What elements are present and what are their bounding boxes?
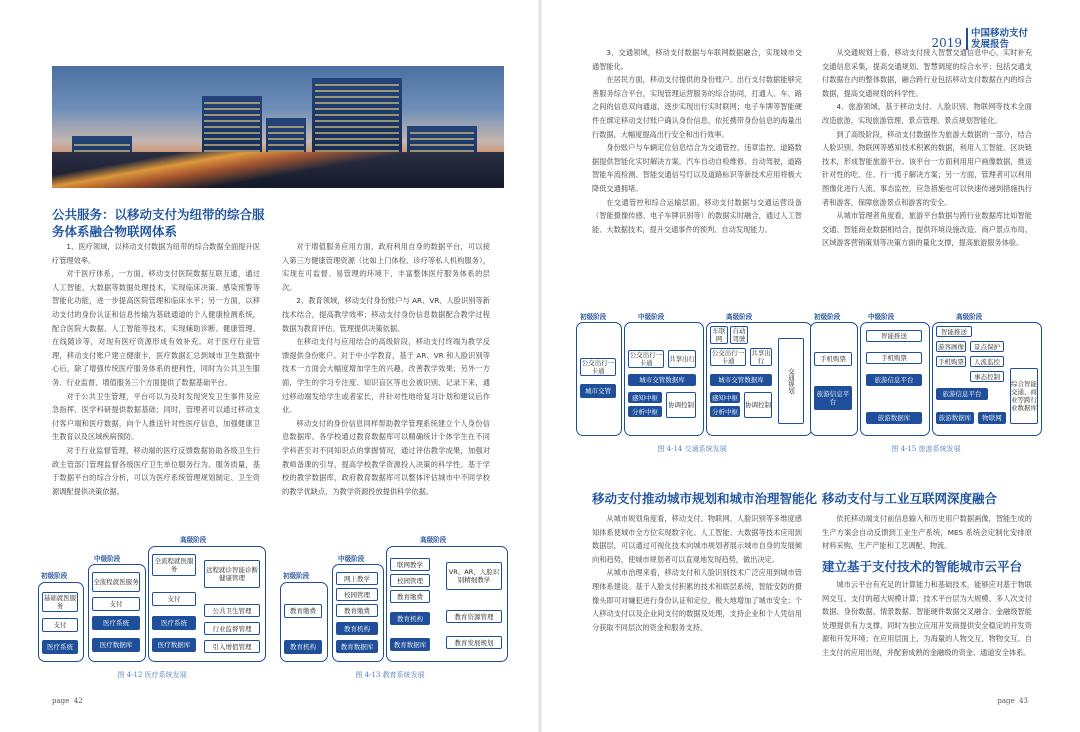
box: 校园管理 xyxy=(336,588,378,601)
box: 共享出行 xyxy=(751,349,771,365)
box: 支付 xyxy=(92,597,140,611)
stage-label: 中级阶段 xyxy=(638,313,665,321)
box: 智能推送 xyxy=(936,326,972,337)
industrial-internet-body xyxy=(822,512,1032,553)
paragraph: 3、交通领域，移动支付数据与车联网数据融合，实现城市交通智能化。 xyxy=(592,48,802,71)
box: 医疗系统 xyxy=(42,640,78,654)
box: 协调控制 xyxy=(666,392,696,418)
box: 教育机构 xyxy=(336,622,378,635)
box: 医疗系统 xyxy=(152,616,196,630)
paragraph: 身份账户与车辆定位信息结合为交通管控、违章监控、道路数据提供智能化实时解决方案。汽车自动自检维修、自动驾驶，道路智能车流检测、智能交通信号灯以及道路标识等新技术应用将极大降低交通拥堵。 xyxy=(592,143,802,193)
box: 远程就诊智能诊断健康管理 xyxy=(204,560,260,588)
figure-caption-medical: 图 4-12 医疗系统发展 xyxy=(117,671,187,679)
box: 教育数据库 xyxy=(336,640,378,653)
paragraph: 1、医疗领域，以移动支付数据为纽带的综合数据全面提升医疗管理效率。 xyxy=(52,242,260,265)
box: 物联网 xyxy=(978,412,1006,424)
stage-label: 初级阶段 xyxy=(283,572,310,580)
box: 公交出行一卡通 xyxy=(629,351,663,367)
city-governance-body xyxy=(592,512,802,634)
stage-label: 中级阶段 xyxy=(94,555,121,563)
box: 全流程就医服务 xyxy=(152,554,196,576)
paragraph: 4、旅游领域，基于移动支付、人脸识别、物联网等技术全面改造旅游，实现旅游管理、景点管理、景点规划智能化。 xyxy=(822,102,1032,125)
box: 景点保护 xyxy=(970,341,1004,352)
paragraph: 从城市规划角度看，移动支付、物联网、人脸识别等多维度感知体系使城市全方位实现数字化。人工智能、大数据等技术应用到数据层，可以通过可视化技术向城市规划者展示城市自身的发展倾向和趋势，使城市规划者可以直观地发现趋势，做出决定。 xyxy=(592,514,802,564)
paragraph: 对于行业监督管理，移动端的医疗反馈数据协助各级卫生行政主管部门管理监督各级医疗卫生单位服务行为、服务质量，基于数据平台的综合分析，可以为医疗系统管理规划制定、卫生资源调配提供决策依据。 xyxy=(52,445,260,496)
stage-label: 高级阶段 xyxy=(956,313,983,321)
box: 旅游信息平台 xyxy=(814,386,852,410)
box: 协调控制 xyxy=(744,392,772,418)
left-column-1 xyxy=(52,240,260,498)
box: 旅游数据库 xyxy=(936,412,974,424)
box: 联网教学 xyxy=(390,558,430,571)
paragraph: 在交通管控和综合运输层面，移动支付数据与交通运营设备（智能摄像传感、电子车牌识别等）的数据实时融合，通过人工智能、大数据技术，提升交通事件的预判、自动发现能力。 xyxy=(592,197,802,234)
paragraph: 到了高级阶段，移动支付数据作为旅游大数据的一部分，结合人脸识别、物联网等感知技术积累的数据，利用人工智能、区块链技术，形成智能旅游平台。该平台一方面利用用户画像数据，推送针对性的吃、住、行一揽子解决方案；另一方面，管理者可以利用图像化进行人流、事态监控，应急措施也可以快速传递到措施执行者和游客，保障旅游景点和游客的安全。 xyxy=(822,129,1032,207)
box: 医疗数据库 xyxy=(92,638,140,652)
stage-label: 高级阶段 xyxy=(180,536,207,544)
page-label: page xyxy=(997,697,1015,705)
box: 教育发展规划 xyxy=(446,636,502,649)
right-page xyxy=(540,0,1080,732)
stage-label: 初级阶段 xyxy=(814,313,841,321)
box: 医疗系统 xyxy=(92,616,140,630)
paragraph: 2、教育领域，移动支付身份账户与 AR、VR、人脸识别等新技术结合，提高教学效率；移动支付身份信息数据配合教学过程数据为教育评估、管理提供决策依据。 xyxy=(282,296,490,333)
figure-caption-education: 图 4-13 教育系统发展 xyxy=(355,671,425,679)
box: 支付 xyxy=(42,618,78,632)
box: 校园管理 xyxy=(390,574,430,587)
figure-caption-tourism: 图 4-15 旅游系统发展 xyxy=(891,445,961,453)
city-cloud-body xyxy=(822,578,1032,660)
box: 公交出行一卡通 xyxy=(711,349,745,365)
page-label: page xyxy=(52,697,70,705)
box: 人流监控 xyxy=(970,356,1004,367)
box: 全流程就医服务 xyxy=(92,572,140,592)
page-number xyxy=(52,697,83,705)
box: 教育机构 xyxy=(390,612,430,625)
box: 手机购票 xyxy=(938,357,964,366)
paragraph: 城市云平台有充足的计算能力和基础技术，能够应对基于物联网交互、支付的超大规模计算；技术平台层为大规模、多人次支付数据、身份数据、情景数据、智能硬件数据交叉融合、金融级智能处理提供有力支撑，同时为独立应用开发商提供安全稳定的开发资源和开发环境；在应用层面上，为海量的人物交互、物物交互、自主支付的应用出现，并配套成熟的金融级的资金、通道安全体系。 xyxy=(822,580,1032,657)
page-number xyxy=(997,697,1028,705)
box: 教育缴费 xyxy=(390,590,430,603)
box: 手机购票 xyxy=(814,352,852,366)
stage-label: 初级阶段 xyxy=(580,313,607,321)
box: 旅游信息平台 xyxy=(866,374,922,386)
header-title-line: 中国移动支付 xyxy=(970,28,1028,39)
box: 教育机构 xyxy=(284,640,322,654)
paragraph: 从交通规划上看，移动支付接入智慧交通信息中心，实时补充交通信息采集，提高交通规划、智慧调度的综合水平；包括交通支付数据在内的整体数据，融合跨行业包括移动支付数据在内的综合数据，提高交通规划的科学性。 xyxy=(822,48,1032,98)
stage-initial xyxy=(810,322,858,436)
box: 教育数据库 xyxy=(390,638,430,651)
right-column-1 xyxy=(592,46,802,236)
box: 引入增值管理 xyxy=(204,640,260,653)
paragraph: 在移动支付与应用结合的高级阶段，移动支付终端为教学反馈提供身份账户。对于中小学教育，基于 AR、VR 和人脸识别等技术一方面会大幅度增加学生的兴趣，改善教学效果；另外一方面，学生的学习专注度、知识盲区等也会被识别、记录下来，通过移动端发给学生或者家长，并针对性地给复习计划和建议后作业。 xyxy=(282,337,490,415)
section-title-city-cloud: 建立基于支付技术的智能城市云平台 xyxy=(822,559,1023,574)
traffic-system-diagram xyxy=(576,308,812,436)
box: 医疗数据库 xyxy=(152,638,196,652)
box: 公共卫生管理 xyxy=(204,604,260,617)
box: 交通规划 xyxy=(778,338,804,424)
box: 支付 xyxy=(152,592,196,606)
box: 手机购票 xyxy=(866,352,922,364)
medical-system-diagram xyxy=(38,530,266,662)
box: 网上教学 xyxy=(336,572,378,585)
box: 城市交管数据库 xyxy=(628,374,696,386)
stage-label: 中级阶段 xyxy=(338,555,365,563)
paragraph: 对于医疗体系，一方面，移动支付医院数据互联互通，通过人工智能、大数据等数据处理技术，实现临床决策、感染预警等智能化功能，进一步提高医院管理和临床水平；另一方面，以移动支付的身份认证和信息传输为基础通道的个人健康检测系统，配合医院大数据、人工智能等技术，实现辅助诊断、健康管理、在线随诊等，对现有医疗资源形成有效补充。对于医疗行业管理，移动支付账户建立健康卡，医疗数据汇总到城市卫生数据中心后，除了增强传统医疗服务体系的便利性，同时为公共卫生服务、行业监督、增值服务三个方面提供了数据基础平台。 xyxy=(52,269,260,387)
section-title-industrial-internet: 移动支付与工业互联网深度融合 xyxy=(822,491,998,506)
right-column-2 xyxy=(822,46,1032,250)
box: 旅游信息平台 xyxy=(936,388,988,400)
box: 智能推送 xyxy=(866,330,922,342)
stage-label: 中级阶段 xyxy=(868,313,895,321)
box: 共享出行 xyxy=(668,350,696,368)
box: 旅游数据库 xyxy=(866,412,922,424)
header-title-line: 发展报告 xyxy=(970,39,1009,50)
tourism-system-diagram xyxy=(810,308,1042,436)
box: 公交出行一卡通 xyxy=(581,359,615,375)
stage-label: 高级阶段 xyxy=(420,536,447,544)
page-num: 43 xyxy=(1019,697,1028,705)
box: 教育缴费 xyxy=(336,604,378,617)
box: VR、AR、人脸识别精细教学 xyxy=(446,562,502,590)
box: 教育缴费 xyxy=(284,604,322,618)
paragraph: 从城市治理来看，移动支付和人脸识别技术广泛应用到城市管理体系建设。基于人脸支付积累的技术和底层系统，智能安防的摄像头即可对嫌犯进行身份认证和定位，极大地增加了城市安全；个人移动支付以及企业间支付的数据及处理，支持企业和个人凭信用分获取不同层次的资金和服务支持。 xyxy=(592,568,802,632)
box: 分析中枢 xyxy=(712,407,738,416)
box: 综合智能交通、商业等跨行业数据库 xyxy=(1010,368,1038,424)
box: 车联网 xyxy=(710,326,728,344)
box: 自动驾驶 xyxy=(730,326,748,344)
box: 事态控制 xyxy=(970,371,1004,382)
section-title-city-governance: 移动支付推动城市规划和城市治理智能化 xyxy=(592,491,818,506)
paragraph: 从城市管理者角度看，旅游平台数据与跨行业数据库比如智能交通、智能商业数据相结合，提供环境设施改造、商户景点布局、区域游客营销策划等决策方面的量化支撑，提高旅游服务体验。 xyxy=(822,211,1032,248)
section-title-public-services: 公共服务：以移动支付为纽带的综合服务体系融合物联网体系 xyxy=(52,207,265,239)
paragraph: 对于公共卫生管理，平台可以为及时发现突发卫生事件及应急指挥、医学科研提供数据基础；同时，管理者可以通过移动支付客户端和医疗数据，向个人推送针对性医疗信息，加强健康卫生教育以及区域疾病预防。 xyxy=(52,391,260,442)
box: 感知中枢 xyxy=(628,392,662,403)
paragraph: 依托移动端支付前信息输入和历史用户数据画像，智能生成的生产方案会自动反馈到工业生产系统，MES 系统会定制化安排原材料采购、生产产能和工艺调配、物流。 xyxy=(822,514,1032,551)
box: 分析中枢 xyxy=(628,406,662,417)
stage-label: 初级阶段 xyxy=(41,572,68,580)
stage-initial xyxy=(576,322,622,436)
city-night-photo xyxy=(52,66,504,188)
box: 基础就医服务 xyxy=(43,594,77,610)
box: 感知中枢 xyxy=(712,393,738,402)
stage-label: 高级阶段 xyxy=(726,313,753,321)
box: 游客画像 xyxy=(938,342,964,351)
box: 城市交管数据库 xyxy=(710,374,772,386)
paragraph: 移动支付的身份信息同样帮助教学管理系统建立个人身份信息数据库。各学校通过教育数据库可以精确统计个体学生在不同学科甚至对不同知识点的掌握情况，通过评估教学成果，加强对教师备课的引导，提高学校教学资源投入决策的科学性。基于学校的教学数据库，政府教育数据库可以整体评估城市中不同学校的教学优缺点，为教学资源投放提供科学依据。 xyxy=(282,418,490,496)
box: 教育资源管理 xyxy=(446,610,502,623)
header-year: 2019 xyxy=(931,36,962,50)
left-column-2 xyxy=(282,240,490,498)
box: 城市交管 xyxy=(580,384,616,398)
box: 行业监督管理 xyxy=(204,622,260,635)
paragraph: 在居民方面，移动支付提供的身份账户、出行支付数据能够完善服务综合平台，实现管理运营服务的综合协同，打通人、车、路之间的信息双向通道，逐步实现出行实时联网；电子车牌等智能硬件在绑定移动支付账户确认身份信息，依托携带身份信息的海量出行数据，大幅度提高出行安全和出行效率。 xyxy=(592,75,802,139)
page-num: 42 xyxy=(73,697,83,705)
paragraph: 对于增值服务应用方面，政府利用自身的数据平台，可以接入第三方健康管理资源（比如上门体检、诊疗等私人机构服务），实现在可监督、易管理的环境下，丰富整体医疗服务体系的层次。 xyxy=(282,242,490,292)
figure-caption-traffic: 图 4-14 交通系统发展 xyxy=(657,445,727,453)
education-system-diagram xyxy=(280,530,508,662)
